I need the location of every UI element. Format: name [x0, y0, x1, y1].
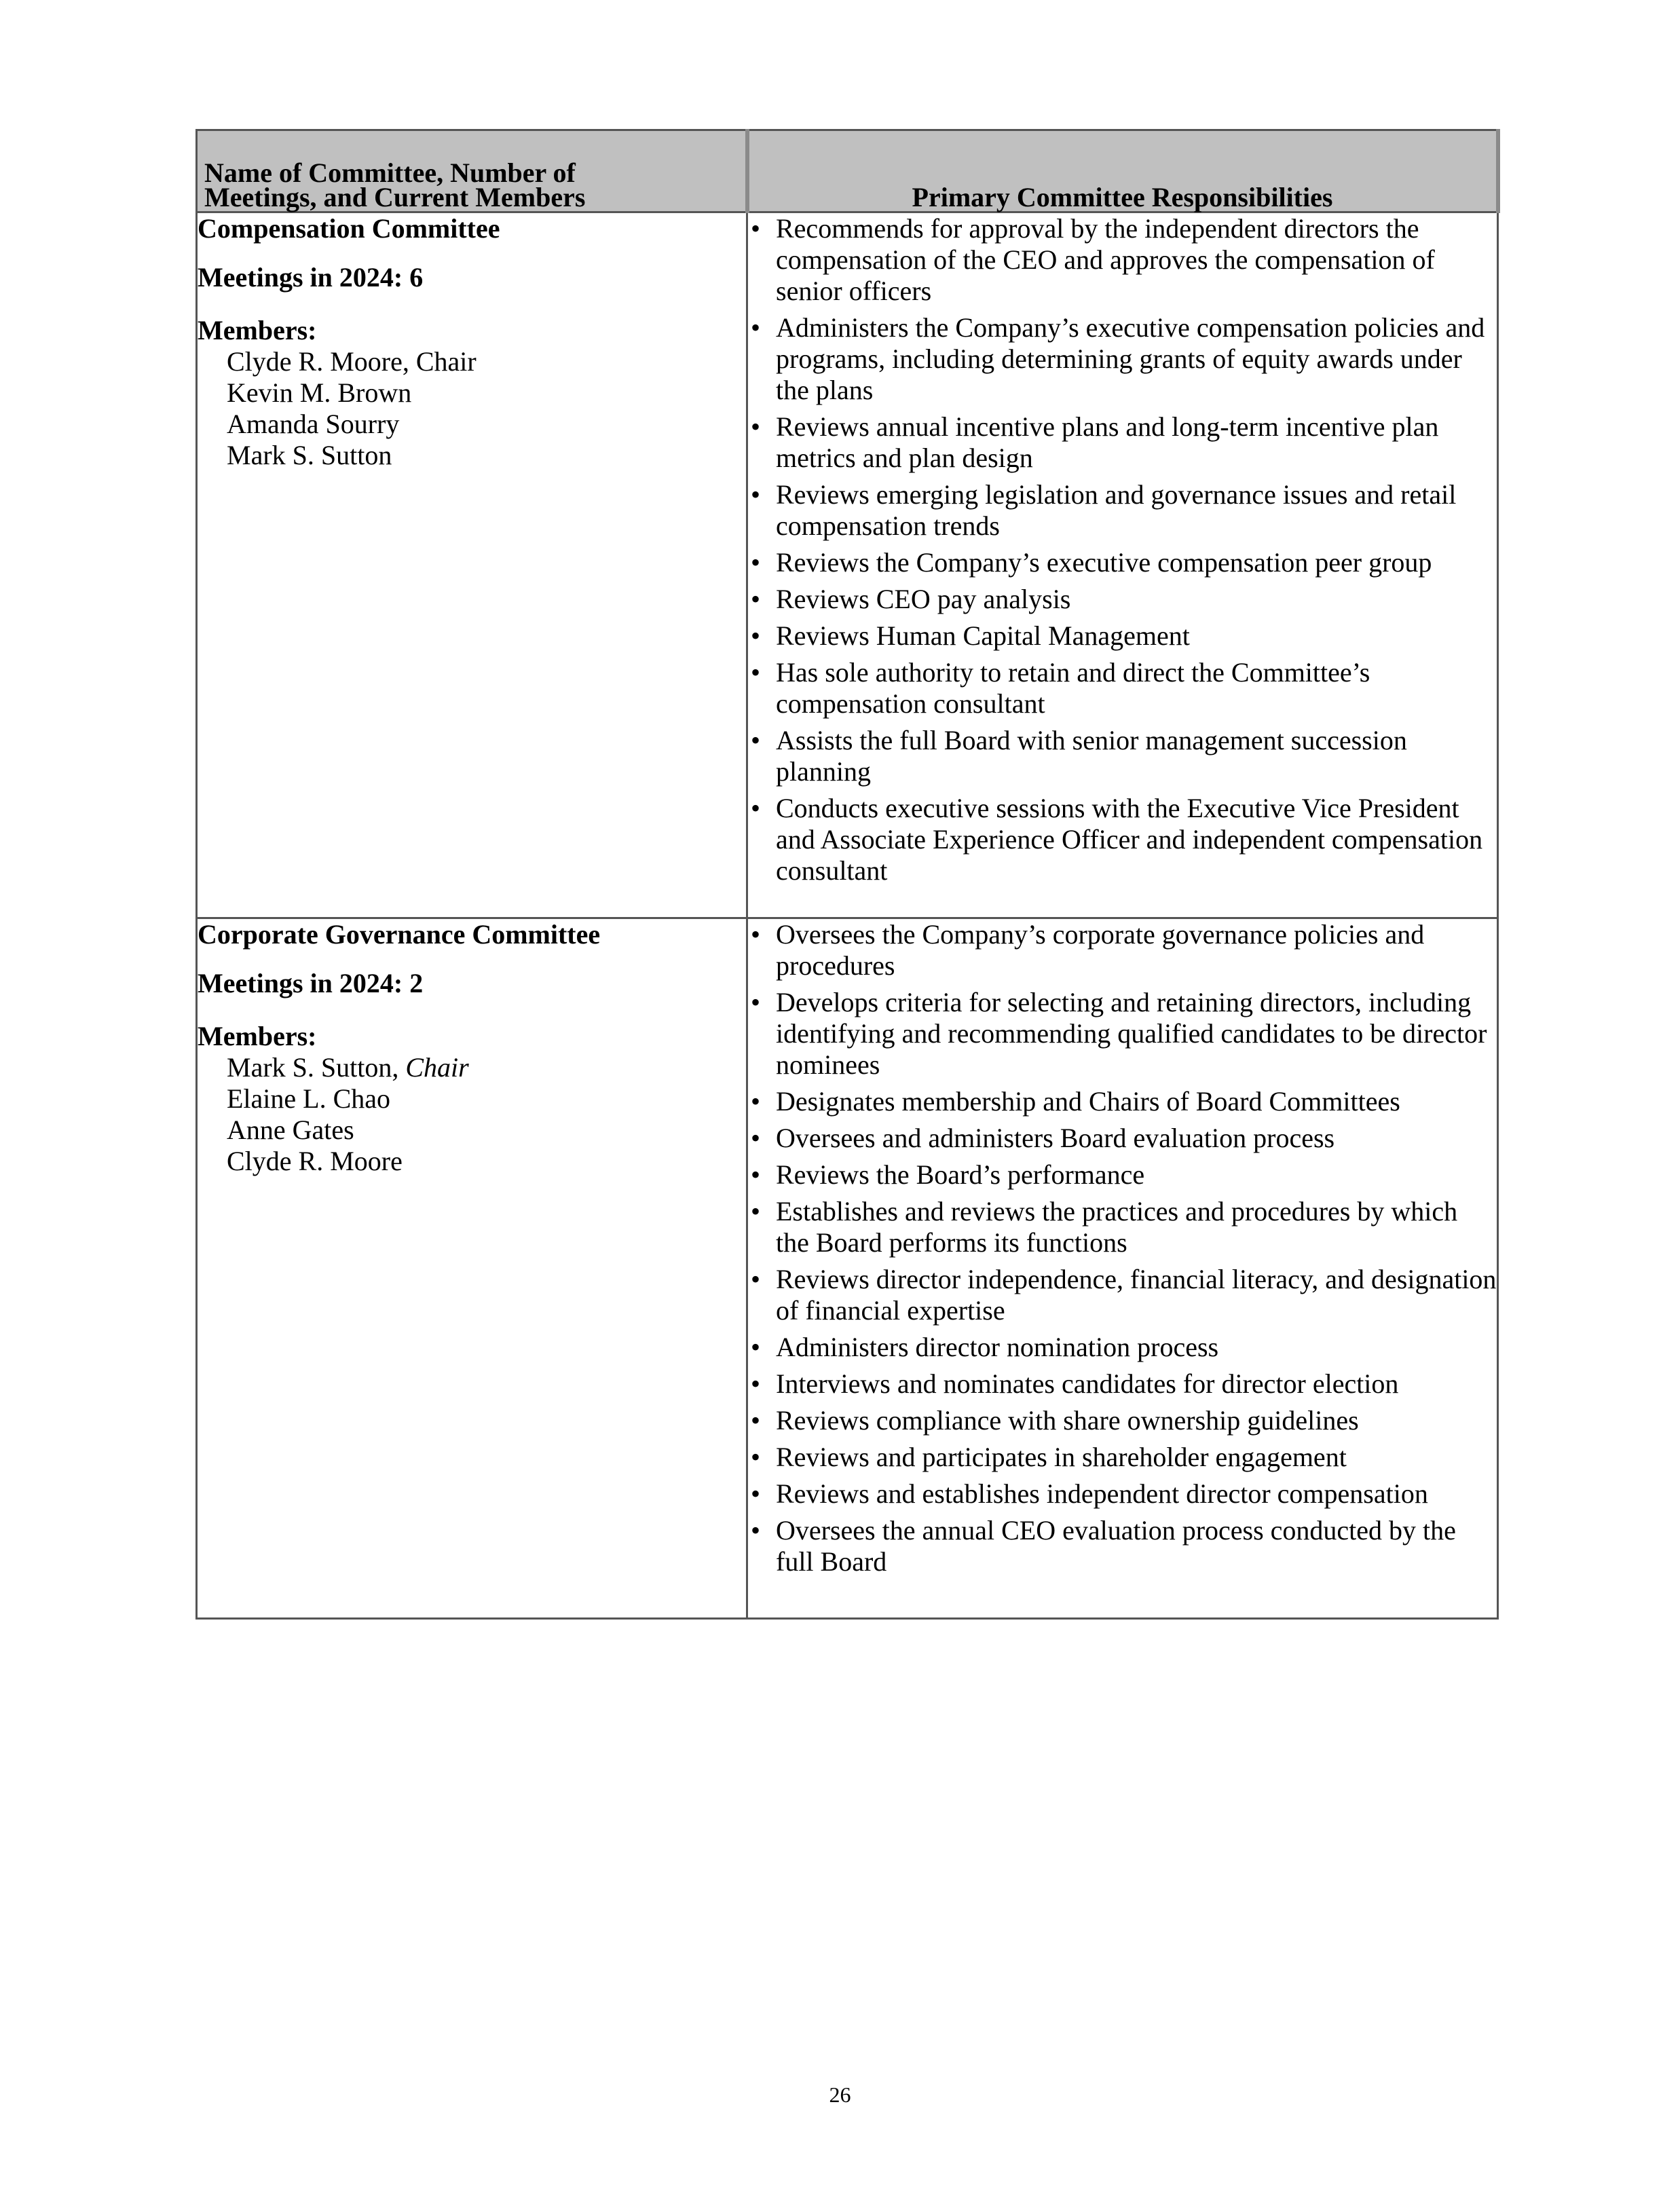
bullet-icon: • — [751, 1332, 761, 1362]
member-name: Anne Gates — [227, 1115, 354, 1145]
bullet-icon: • — [751, 1368, 761, 1399]
responsibilities-list — [748, 213, 1497, 886]
list-item: • Has sole authority to retain and direct the Committee’s compensation consultant — [751, 657, 1370, 719]
table-header-row — [197, 130, 1498, 212]
member-name: Clyde R. Moore, Chair — [227, 346, 477, 377]
member-name: Kevin M. Brown — [227, 377, 412, 408]
list-item: • Administers the Company’s executive compensation policies and programs, including determining grants of equity awards under the plans — [751, 312, 1485, 405]
bullet-icon: • — [751, 1123, 761, 1153]
list-item: • Conducts executive sessions with the Executive Vice President and Associate Experience Officer and independent compensation consultant — [751, 793, 1483, 886]
bullet-icon: • — [751, 987, 761, 1017]
list-item: • Reviews CEO pay analysis — [751, 584, 1071, 614]
committee-table — [195, 129, 1500, 1620]
list-item: • Develops criteria for selecting and retaining directors, including identifying and recommending qualified candidates to be director nominees — [751, 987, 1487, 1080]
bullet-icon: • — [751, 584, 761, 614]
list-item: • Assists the full Board with senior management succession planning — [751, 725, 1407, 787]
committee-info-cell — [197, 212, 747, 918]
member-name: Elaine L. Chao — [227, 1083, 391, 1114]
bullet-icon: • — [751, 411, 761, 442]
committee-name: Compensation Committee — [198, 213, 500, 244]
list-item: • Reviews Human Capital Management — [751, 620, 1190, 651]
list-item: • Recommends for approval by the independent directors the compensation of the CEO and approves the compensation of senior officers — [751, 213, 1435, 306]
committee-info-cell — [197, 918, 747, 1619]
bullet-icon: • — [751, 1515, 761, 1546]
members-label: Members: — [198, 1021, 317, 1051]
list-item: • Reviews and establishes independent director compensation — [751, 1478, 1428, 1509]
responsibilities-cell — [747, 212, 1498, 918]
list-item: • Oversees the Company’s corporate governance policies and procedures — [751, 919, 1425, 981]
bullet-icon: • — [751, 1196, 761, 1227]
list-item: • Reviews annual incentive plans and long-term incentive plan metrics and plan design — [751, 411, 1439, 473]
members-label: Members: — [198, 315, 317, 345]
header-responsibilities-column: Primary Committee Responsibilities — [747, 130, 1498, 212]
member-name: Mark S. Sutton, Chair — [227, 1052, 469, 1083]
list-item: • Reviews the Board’s performance — [751, 1159, 1145, 1190]
list-item: • Administers director nomination process — [751, 1332, 1219, 1362]
list-item: • Designates membership and Chairs of Board Committees — [751, 1086, 1400, 1117]
member-name: Mark S. Sutton — [227, 440, 392, 470]
table-row — [197, 212, 1498, 918]
page-number: 26 — [829, 2082, 851, 2107]
list-item: • Reviews emerging legislation and governance issues and retail compensation trends — [751, 479, 1457, 541]
bullet-icon: • — [751, 1159, 761, 1190]
bullet-icon: • — [751, 1405, 761, 1436]
header-committee-column — [197, 130, 747, 212]
list-item: • Interviews and nominates candidates for director election — [751, 1368, 1399, 1399]
bullet-icon: • — [751, 1264, 761, 1294]
list-item: • Reviews the Company’s executive compensation peer group — [751, 547, 1432, 578]
list-item: • Reviews and participates in shareholder engagement — [751, 1442, 1347, 1472]
bullet-icon: • — [751, 1478, 761, 1509]
bullet-icon: • — [751, 547, 761, 578]
list-item: • Reviews director independence, financial literacy, and designation of financial expertise — [751, 1264, 1497, 1326]
bullet-icon: • — [751, 479, 761, 510]
bullet-icon: • — [751, 1086, 761, 1117]
bullet-icon: • — [751, 312, 761, 343]
header-left-line-1: Name of Committee, Number of — [204, 157, 576, 188]
bullet-icon: • — [751, 1442, 761, 1472]
list-item: • Reviews compliance with share ownership guidelines — [751, 1405, 1359, 1436]
list-item: • Oversees and administers Board evaluation process — [751, 1123, 1335, 1153]
bullet-icon: • — [751, 657, 761, 688]
meetings-count: Meetings in 2024: 6 — [198, 262, 424, 293]
header-left-line-2: Meetings, and Current Members — [204, 182, 586, 212]
member-name: Amanda Sourry — [227, 409, 400, 439]
committee-name: Corporate Governance Committee — [198, 919, 601, 950]
list-item: • Oversees the annual CEO evaluation process conducted by the full Board — [751, 1515, 1456, 1577]
table-row — [197, 918, 1498, 1619]
bullet-icon: • — [751, 919, 761, 950]
member-name: Clyde R. Moore — [227, 1146, 403, 1176]
bullet-icon: • — [751, 793, 761, 823]
responsibilities-list — [748, 919, 1497, 1577]
meetings-count: Meetings in 2024: 2 — [198, 968, 424, 998]
bullet-icon: • — [751, 725, 761, 755]
list-item: • Establishes and reviews the practices and procedures by which the Board performs its functions — [751, 1196, 1458, 1258]
responsibilities-cell — [747, 918, 1498, 1619]
bullet-icon: • — [751, 213, 761, 244]
bullet-icon: • — [751, 620, 761, 651]
